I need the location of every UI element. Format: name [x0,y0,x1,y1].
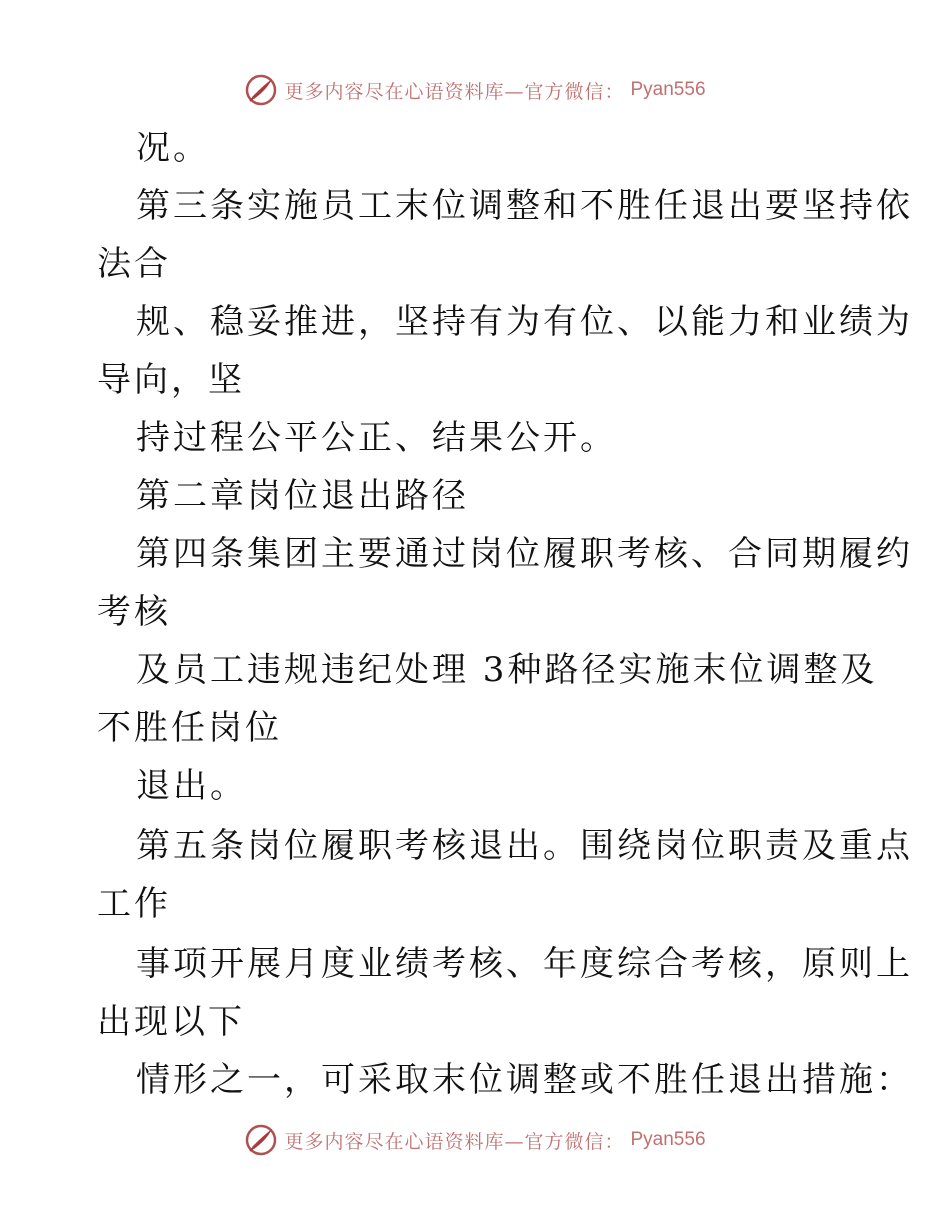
text-line: 法合 [97,244,171,284]
article-4-heading-line: 第四条集团主要通过岗位履职考核、合同期履约 [136,534,913,574]
text-line: 规、稳妥推进，坚持有为有位、以能力和业绩为 [136,302,913,342]
text-line: 事项开展月度业绩考核、年度综合考核，原则上 [136,944,913,984]
text-line: 持过程公平公正、结果公开。 [136,418,617,458]
text-line: 退出。 [136,766,247,806]
watermark-text: 更多内容尽在心语资料库—官方微信： [284,80,625,103]
header-watermark [0,70,950,110]
quill-logo-icon [244,73,278,107]
watermark-wechat-id: Pyan556 [630,1129,706,1150]
text-line: 及员工违规违纪处理 3种路径实施末位调整及 [136,650,878,690]
watermark-wechat-id: Pyan556 [630,79,706,100]
text-line: 不胜任岗位 [97,708,282,748]
text-line: 情形之一，可采取末位调整或不胜任退出措施： [136,1060,913,1100]
quill-logo-icon [244,1123,278,1157]
watermark-text: 更多内容尽在心语资料库—官方微信： [284,1130,625,1153]
footer-watermark [0,1120,950,1160]
text-line: 考核 [97,592,171,632]
chapter-2-heading: 第二章岗位退出路径 [136,476,469,516]
article-5-heading-line: 第五条岗位履职考核退出。围绕岗位职责及重点 [136,826,913,866]
text-line: 导向，坚 [97,360,245,400]
text-line: 出现以下 [97,1002,245,1042]
text-line: 工作 [97,884,171,924]
text-line: 况。 [136,128,210,168]
article-3-heading-line: 第三条实施员工末位调整和不胜任退出要坚持依 [136,186,913,226]
